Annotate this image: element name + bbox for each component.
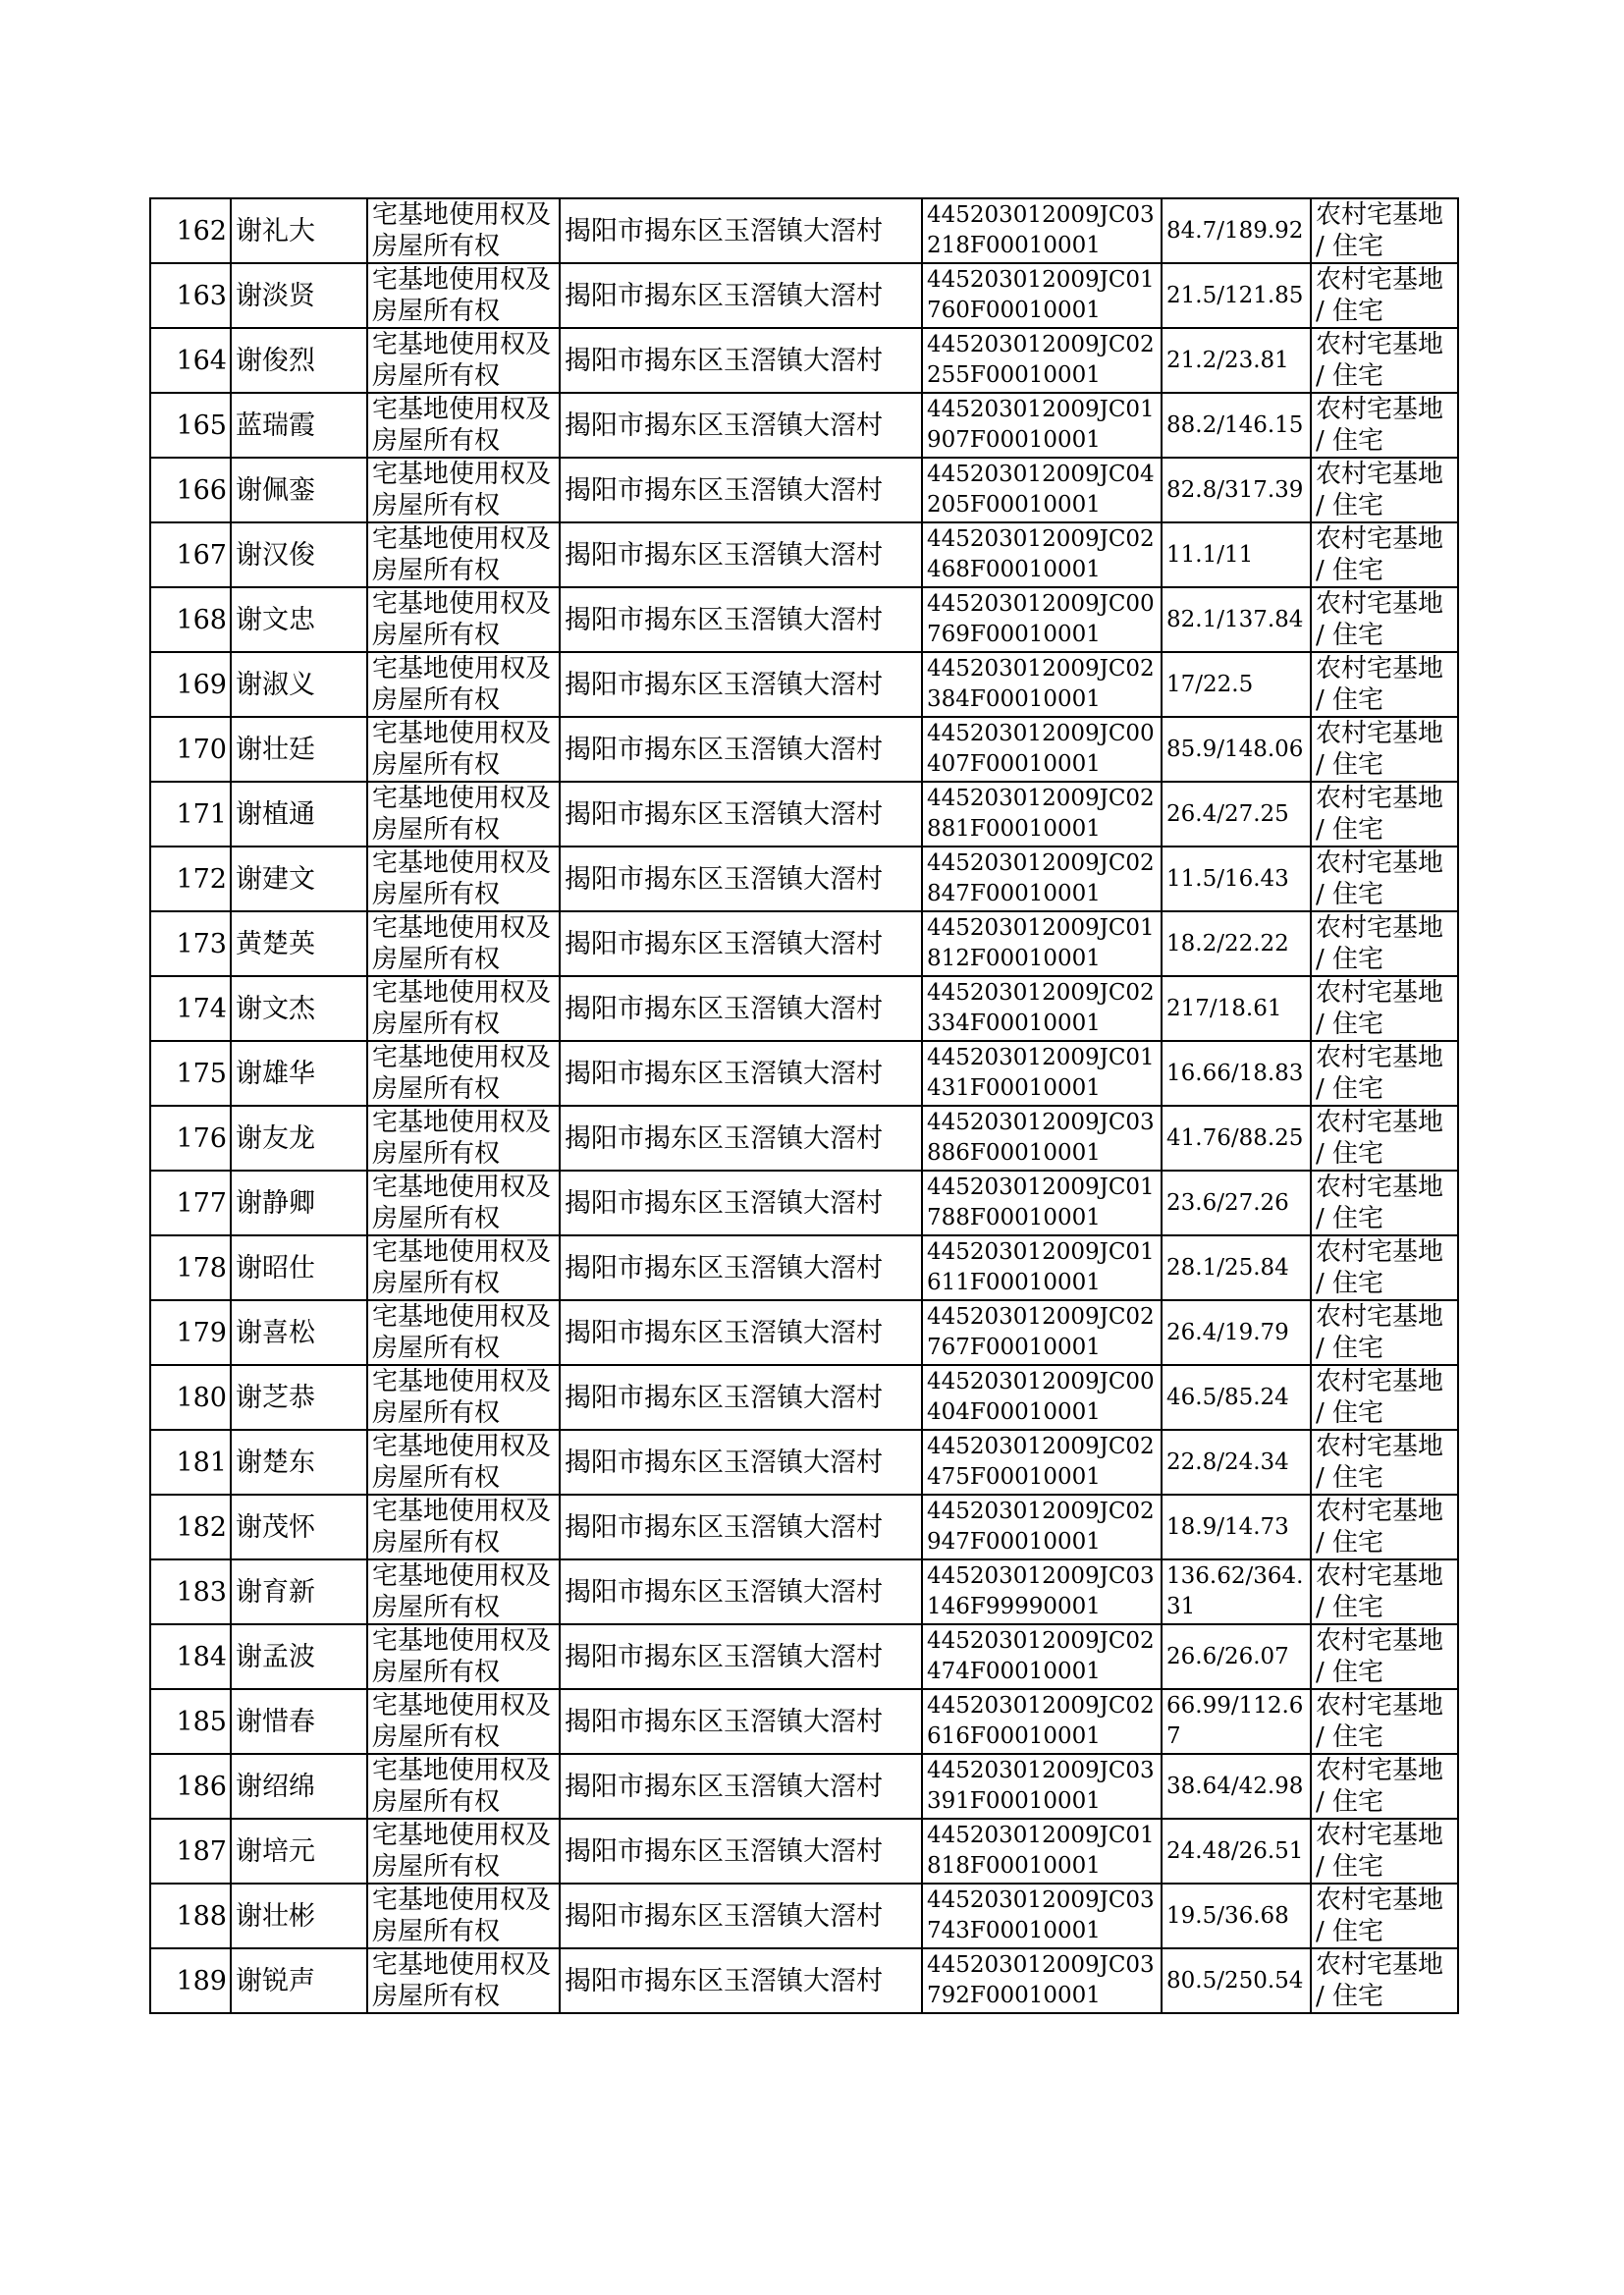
row-number-cell: 182 [150,1495,231,1559]
area-value-cell: 82.1/137.84 [1162,587,1311,652]
right-type-cell: 宅基地使用权及房屋所有权 [367,393,560,458]
land-use-cell: 农村宅基地 / 住宅 [1311,1235,1458,1300]
location-cell: 揭阳市揭东区玉滘镇大滘村 [560,1041,922,1106]
table-row [150,717,1458,782]
owner-name-cell: 谢壮彬 [231,1884,367,1948]
right-type-cell: 宅基地使用权及房屋所有权 [367,1365,560,1430]
unit-code-cell: 445203012009JC00404F00010001 [922,1365,1162,1430]
land-use-cell: 农村宅基地 / 住宅 [1311,1948,1458,2013]
unit-code-cell: 445203012009JC02947F00010001 [922,1495,1162,1559]
location-cell: 揭阳市揭东区玉滘镇大滘村 [560,393,922,458]
owner-name-cell: 谢淑义 [231,652,367,717]
area-value-cell: 28.1/25.84 [1162,1235,1311,1300]
area-value-cell: 17/22.5 [1162,652,1311,717]
table-row [150,1495,1458,1559]
land-use-cell: 农村宅基地 / 住宅 [1311,1754,1458,1819]
owner-name-cell: 谢建文 [231,847,367,911]
land-use-cell: 农村宅基地 / 住宅 [1311,1171,1458,1235]
right-type-cell: 宅基地使用权及房屋所有权 [367,458,560,522]
unit-code-cell: 445203012009JC02767F00010001 [922,1300,1162,1365]
land-use-cell: 农村宅基地 / 住宅 [1311,587,1458,652]
right-type-cell: 宅基地使用权及房屋所有权 [367,587,560,652]
location-cell: 揭阳市揭东区玉滘镇大滘村 [560,1365,922,1430]
table-body [150,198,1458,2013]
unit-code-cell: 445203012009JC01788F00010001 [922,1171,1162,1235]
row-number-cell: 179 [150,1300,231,1365]
row-number-cell: 189 [150,1948,231,2013]
area-value-cell: 26.4/19.79 [1162,1300,1311,1365]
table-row [150,1300,1458,1365]
table-row [150,328,1458,393]
right-type-cell: 宅基地使用权及房屋所有权 [367,263,560,328]
row-number-cell: 165 [150,393,231,458]
area-value-cell: 80.5/250.54 [1162,1948,1311,2013]
area-value-cell: 38.64/42.98 [1162,1754,1311,1819]
table-row [150,1041,1458,1106]
land-use-cell: 农村宅基地 / 住宅 [1311,1559,1458,1624]
owner-name-cell: 谢淡贤 [231,263,367,328]
area-value-cell: 66.99/112.67 [1162,1689,1311,1754]
row-number-cell: 175 [150,1041,231,1106]
area-value-cell: 26.4/27.25 [1162,782,1311,847]
right-type-cell: 宅基地使用权及房屋所有权 [367,1884,560,1948]
row-number-cell: 167 [150,522,231,587]
table-row [150,1819,1458,1884]
owner-name-cell: 谢壮廷 [231,717,367,782]
location-cell: 揭阳市揭东区玉滘镇大滘村 [560,1559,922,1624]
right-type-cell: 宅基地使用权及房屋所有权 [367,1754,560,1819]
unit-code-cell: 445203012009JC01812F00010001 [922,911,1162,976]
area-value-cell: 18.2/22.22 [1162,911,1311,976]
row-number-cell: 186 [150,1754,231,1819]
unit-code-cell: 445203012009JC04205F00010001 [922,458,1162,522]
owner-name-cell: 谢文忠 [231,587,367,652]
owner-name-cell: 谢锐声 [231,1948,367,2013]
unit-code-cell: 445203012009JC03792F00010001 [922,1948,1162,2013]
row-number-cell: 169 [150,652,231,717]
owner-name-cell: 谢雄华 [231,1041,367,1106]
unit-code-cell: 445203012009JC01760F00010001 [922,263,1162,328]
owner-name-cell: 谢俊烈 [231,328,367,393]
right-type-cell: 宅基地使用权及房屋所有权 [367,1106,560,1171]
owner-name-cell: 蓝瑞霞 [231,393,367,458]
row-number-cell: 163 [150,263,231,328]
location-cell: 揭阳市揭东区玉滘镇大滘村 [560,1171,922,1235]
right-type-cell: 宅基地使用权及房屋所有权 [367,847,560,911]
right-type-cell: 宅基地使用权及房屋所有权 [367,1171,560,1235]
right-type-cell: 宅基地使用权及房屋所有权 [367,522,560,587]
land-use-cell: 农村宅基地 / 住宅 [1311,263,1458,328]
location-cell: 揭阳市揭东区玉滘镇大滘村 [560,847,922,911]
area-value-cell: 24.48/26.51 [1162,1819,1311,1884]
unit-code-cell: 445203012009JC02475F00010001 [922,1430,1162,1495]
area-value-cell: 18.9/14.73 [1162,1495,1311,1559]
land-use-cell: 农村宅基地 / 住宅 [1311,976,1458,1041]
row-number-cell: 178 [150,1235,231,1300]
land-use-cell: 农村宅基地 / 住宅 [1311,328,1458,393]
land-use-cell: 农村宅基地 / 住宅 [1311,198,1458,263]
unit-code-cell: 445203012009JC00769F00010001 [922,587,1162,652]
area-value-cell: 22.8/24.34 [1162,1430,1311,1495]
unit-code-cell: 445203012009JC02255F00010001 [922,328,1162,393]
table-row [150,458,1458,522]
location-cell: 揭阳市揭东区玉滘镇大滘村 [560,1948,922,2013]
unit-code-cell: 445203012009JC01907F00010001 [922,393,1162,458]
location-cell: 揭阳市揭东区玉滘镇大滘村 [560,198,922,263]
row-number-cell: 185 [150,1689,231,1754]
area-value-cell: 84.7/189.92 [1162,198,1311,263]
unit-code-cell: 445203012009JC03886F00010001 [922,1106,1162,1171]
right-type-cell: 宅基地使用权及房屋所有权 [367,782,560,847]
land-use-cell: 农村宅基地 / 住宅 [1311,782,1458,847]
owner-name-cell: 谢孟波 [231,1624,367,1689]
area-value-cell: 16.66/18.83 [1162,1041,1311,1106]
owner-name-cell: 谢友龙 [231,1106,367,1171]
location-cell: 揭阳市揭东区玉滘镇大滘村 [560,717,922,782]
table-row [150,1948,1458,2013]
row-number-cell: 184 [150,1624,231,1689]
area-value-cell: 21.2/23.81 [1162,328,1311,393]
location-cell: 揭阳市揭东区玉滘镇大滘村 [560,587,922,652]
right-type-cell: 宅基地使用权及房屋所有权 [367,911,560,976]
location-cell: 揭阳市揭东区玉滘镇大滘村 [560,1495,922,1559]
land-use-cell: 农村宅基地 / 住宅 [1311,1884,1458,1948]
registration-table [149,197,1459,2014]
location-cell: 揭阳市揭东区玉滘镇大滘村 [560,911,922,976]
right-type-cell: 宅基地使用权及房屋所有权 [367,1819,560,1884]
table-row [150,263,1458,328]
unit-code-cell: 445203012009JC02468F00010001 [922,522,1162,587]
land-use-cell: 农村宅基地 / 住宅 [1311,911,1458,976]
table-row [150,1171,1458,1235]
land-use-cell: 农村宅基地 / 住宅 [1311,458,1458,522]
location-cell: 揭阳市揭东区玉滘镇大滘村 [560,1884,922,1948]
land-use-cell: 农村宅基地 / 住宅 [1311,1041,1458,1106]
location-cell: 揭阳市揭东区玉滘镇大滘村 [560,652,922,717]
row-number-cell: 181 [150,1430,231,1495]
area-value-cell: 41.76/88.25 [1162,1106,1311,1171]
table-row [150,782,1458,847]
location-cell: 揭阳市揭东区玉滘镇大滘村 [560,522,922,587]
land-use-cell: 农村宅基地 / 住宅 [1311,847,1458,911]
table-row [150,911,1458,976]
owner-name-cell: 谢育新 [231,1559,367,1624]
unit-code-cell: 445203012009JC02334F00010001 [922,976,1162,1041]
location-cell: 揭阳市揭东区玉滘镇大滘村 [560,782,922,847]
land-use-cell: 农村宅基地 / 住宅 [1311,1819,1458,1884]
row-number-cell: 172 [150,847,231,911]
row-number-cell: 176 [150,1106,231,1171]
unit-code-cell: 445203012009JC02881F00010001 [922,782,1162,847]
land-use-cell: 农村宅基地 / 住宅 [1311,1495,1458,1559]
right-type-cell: 宅基地使用权及房屋所有权 [367,1495,560,1559]
right-type-cell: 宅基地使用权及房屋所有权 [367,976,560,1041]
table-row [150,652,1458,717]
location-cell: 揭阳市揭东区玉滘镇大滘村 [560,1106,922,1171]
location-cell: 揭阳市揭东区玉滘镇大滘村 [560,328,922,393]
area-value-cell: 217/18.61 [1162,976,1311,1041]
right-type-cell: 宅基地使用权及房屋所有权 [367,1430,560,1495]
owner-name-cell: 谢喜松 [231,1300,367,1365]
owner-name-cell: 黄楚英 [231,911,367,976]
area-value-cell: 46.5/85.24 [1162,1365,1311,1430]
owner-name-cell: 谢静卿 [231,1171,367,1235]
right-type-cell: 宅基地使用权及房屋所有权 [367,652,560,717]
area-value-cell: 136.62/364.31 [1162,1559,1311,1624]
right-type-cell: 宅基地使用权及房屋所有权 [367,717,560,782]
row-number-cell: 168 [150,587,231,652]
location-cell: 揭阳市揭东区玉滘镇大滘村 [560,263,922,328]
unit-code-cell: 445203012009JC01818F00010001 [922,1819,1162,1884]
row-number-cell: 173 [150,911,231,976]
unit-code-cell: 445203012009JC03218F00010001 [922,198,1162,263]
unit-code-cell: 445203012009JC02847F00010001 [922,847,1162,911]
area-value-cell: 23.6/27.26 [1162,1171,1311,1235]
table-row [150,522,1458,587]
location-cell: 揭阳市揭东区玉滘镇大滘村 [560,1300,922,1365]
land-use-cell: 农村宅基地 / 住宅 [1311,393,1458,458]
row-number-cell: 183 [150,1559,231,1624]
area-value-cell: 11.5/16.43 [1162,847,1311,911]
row-number-cell: 187 [150,1819,231,1884]
area-value-cell: 19.5/36.68 [1162,1884,1311,1948]
unit-code-cell: 445203012009JC03391F00010001 [922,1754,1162,1819]
land-use-cell: 农村宅基地 / 住宅 [1311,717,1458,782]
row-number-cell: 166 [150,458,231,522]
right-type-cell: 宅基地使用权及房屋所有权 [367,1559,560,1624]
unit-code-cell: 445203012009JC01611F00010001 [922,1235,1162,1300]
area-value-cell: 88.2/146.15 [1162,393,1311,458]
location-cell: 揭阳市揭东区玉滘镇大滘村 [560,976,922,1041]
owner-name-cell: 谢汉俊 [231,522,367,587]
row-number-cell: 164 [150,328,231,393]
unit-code-cell: 445203012009JC00407F00010001 [922,717,1162,782]
land-use-cell: 农村宅基地 / 住宅 [1311,652,1458,717]
unit-code-cell: 445203012009JC02474F00010001 [922,1624,1162,1689]
row-number-cell: 162 [150,198,231,263]
owner-name-cell: 谢绍绵 [231,1754,367,1819]
row-number-cell: 177 [150,1171,231,1235]
table-row [150,587,1458,652]
right-type-cell: 宅基地使用权及房屋所有权 [367,198,560,263]
unit-code-cell: 445203012009JC02616F00010001 [922,1689,1162,1754]
table-row [150,1365,1458,1430]
table-row [150,1559,1458,1624]
row-number-cell: 170 [150,717,231,782]
land-use-cell: 农村宅基地 / 住宅 [1311,1365,1458,1430]
row-number-cell: 180 [150,1365,231,1430]
right-type-cell: 宅基地使用权及房屋所有权 [367,1300,560,1365]
land-use-cell: 农村宅基地 / 住宅 [1311,1300,1458,1365]
area-value-cell: 21.5/121.85 [1162,263,1311,328]
location-cell: 揭阳市揭东区玉滘镇大滘村 [560,1235,922,1300]
area-value-cell: 26.6/26.07 [1162,1624,1311,1689]
location-cell: 揭阳市揭东区玉滘镇大滘村 [560,1754,922,1819]
area-value-cell: 82.8/317.39 [1162,458,1311,522]
owner-name-cell: 谢楚东 [231,1430,367,1495]
table-row [150,1884,1458,1948]
table-row [150,1689,1458,1754]
table-row [150,198,1458,263]
table-row [150,1235,1458,1300]
right-type-cell: 宅基地使用权及房屋所有权 [367,1948,560,2013]
unit-code-cell: 445203012009JC03146F99990001 [922,1559,1162,1624]
table-row [150,393,1458,458]
land-use-cell: 农村宅基地 / 住宅 [1311,1689,1458,1754]
right-type-cell: 宅基地使用权及房屋所有权 [367,1624,560,1689]
table-row [150,1430,1458,1495]
land-use-cell: 农村宅基地 / 住宅 [1311,522,1458,587]
table-row [150,1754,1458,1819]
row-number-cell: 188 [150,1884,231,1948]
unit-code-cell: 445203012009JC03743F00010001 [922,1884,1162,1948]
location-cell: 揭阳市揭东区玉滘镇大滘村 [560,1689,922,1754]
owner-name-cell: 谢昭仕 [231,1235,367,1300]
land-use-cell: 农村宅基地 / 住宅 [1311,1106,1458,1171]
right-type-cell: 宅基地使用权及房屋所有权 [367,1689,560,1754]
owner-name-cell: 谢芝恭 [231,1365,367,1430]
right-type-cell: 宅基地使用权及房屋所有权 [367,1235,560,1300]
table-row [150,847,1458,911]
area-value-cell: 85.9/148.06 [1162,717,1311,782]
location-cell: 揭阳市揭东区玉滘镇大滘村 [560,1430,922,1495]
owner-name-cell: 谢惜春 [231,1689,367,1754]
location-cell: 揭阳市揭东区玉滘镇大滘村 [560,1624,922,1689]
owner-name-cell: 谢植通 [231,782,367,847]
location-cell: 揭阳市揭东区玉滘镇大滘村 [560,1819,922,1884]
right-type-cell: 宅基地使用权及房屋所有权 [367,328,560,393]
unit-code-cell: 445203012009JC01431F00010001 [922,1041,1162,1106]
table-row [150,1106,1458,1171]
row-number-cell: 174 [150,976,231,1041]
owner-name-cell: 谢文杰 [231,976,367,1041]
owner-name-cell: 谢培元 [231,1819,367,1884]
unit-code-cell: 445203012009JC02384F00010001 [922,652,1162,717]
owner-name-cell: 谢茂怀 [231,1495,367,1559]
owner-name-cell: 谢佩銮 [231,458,367,522]
table-row [150,976,1458,1041]
right-type-cell: 宅基地使用权及房屋所有权 [367,1041,560,1106]
location-cell: 揭阳市揭东区玉滘镇大滘村 [560,458,922,522]
owner-name-cell: 谢礼大 [231,198,367,263]
row-number-cell: 171 [150,782,231,847]
table-row [150,1624,1458,1689]
land-use-cell: 农村宅基地 / 住宅 [1311,1430,1458,1495]
area-value-cell: 11.1/11 [1162,522,1311,587]
land-use-cell: 农村宅基地 / 住宅 [1311,1624,1458,1689]
